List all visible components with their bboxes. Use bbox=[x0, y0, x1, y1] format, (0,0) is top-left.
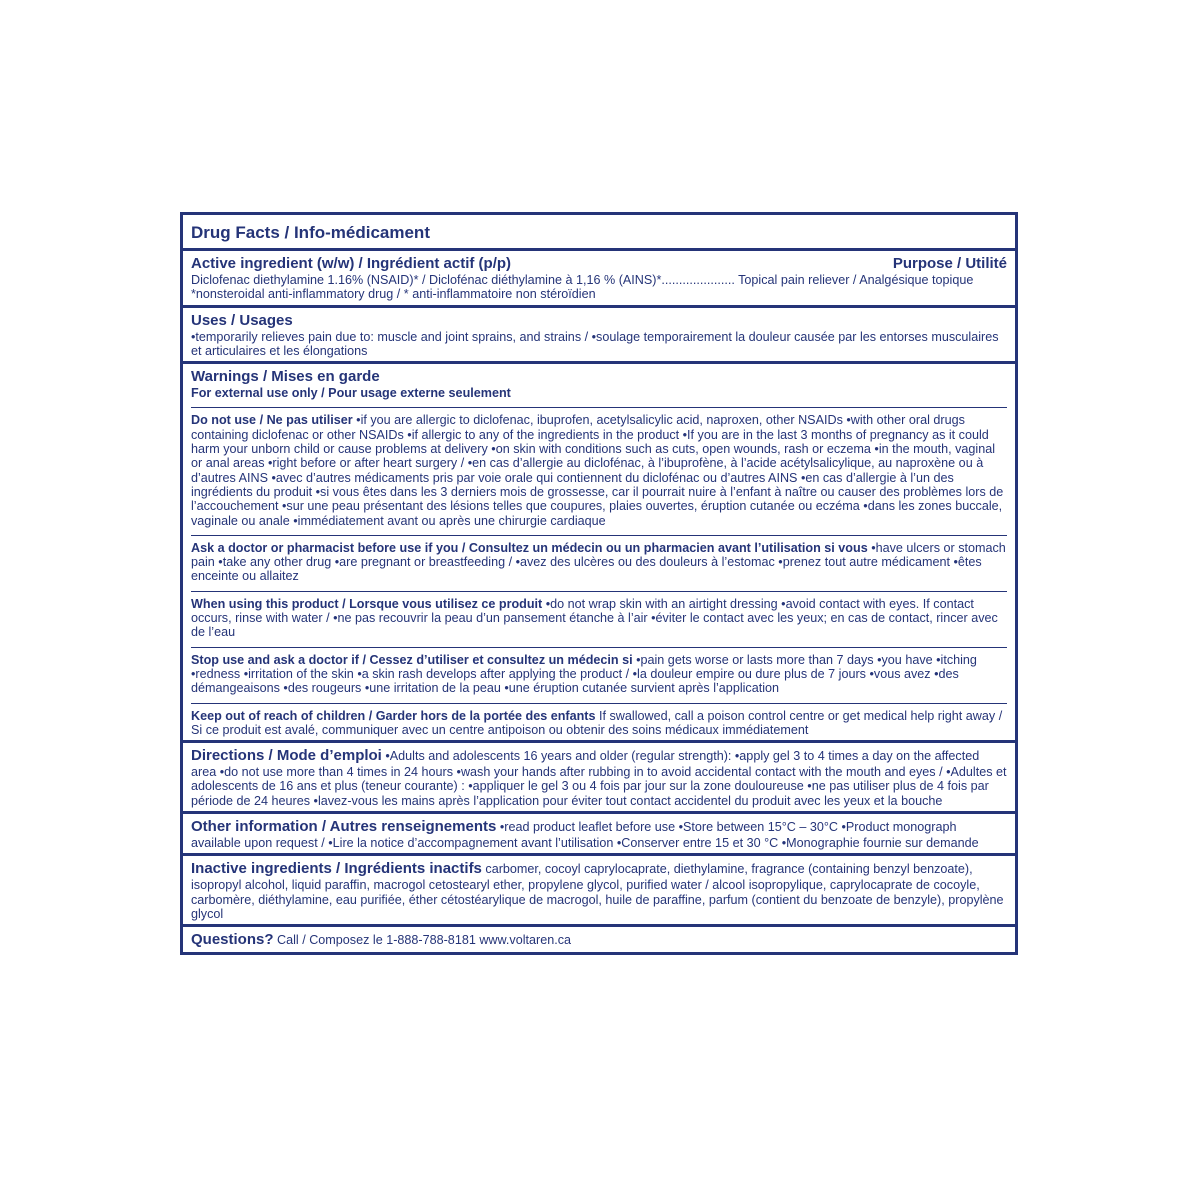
warnings-heading: Warnings / Mises en garde bbox=[191, 368, 380, 386]
divider bbox=[191, 407, 1007, 408]
divider bbox=[191, 703, 1007, 704]
ask-doctor-label: Ask a doctor or pharmacist before use if you / Consultez un médecin ou un pharmacien avant l’utilisation si vous bbox=[191, 540, 868, 555]
stop-use-label: Stop use and ask a doctor if / Cessez d’utiliser et consultez un médecin si bbox=[191, 652, 633, 667]
panel-title: Drug Facts / Info-médicament bbox=[191, 223, 430, 242]
title-section bbox=[183, 215, 1015, 251]
when-using-text: •do not wrap skin with an airtight dressing •avoid contact with eyes. If contact occurs, rinse with water / •ne pas recouvrir la peau d’un pansement étanche à l’air •éviter le contact avec les yeux; en cas de contact, rincer avec de l’eau bbox=[191, 596, 998, 640]
active-footnote: *nonsteroidal anti-inflammatory drug / * anti-inflammatoire non stéroïdien bbox=[191, 287, 596, 302]
do-not-use-block bbox=[191, 413, 1007, 527]
divider bbox=[191, 591, 1007, 592]
keep-out-block bbox=[191, 709, 1007, 738]
questions-section bbox=[183, 927, 1015, 952]
questions-text: Call / Composez le 1-888-788-8181 www.voltaren.ca bbox=[273, 933, 572, 948]
other-information-section bbox=[183, 814, 1015, 856]
other-information-heading: Other information / Autres renseignements bbox=[191, 818, 497, 836]
directions-text: •Adults and adolescents 16 years and older (regular strength): •apply gel 3 to 4 times a day on the affected area •do not use more than 4 times in 24 hours •wash your hands after rubbing in to avoid accidental contact with the mouth and eyes / •Adultes et adolescents de 16 ans et plus (teneur courante) : •appliquer le gel 3 ou 4 fois par jour sur la zone douloureuse •ne pas utiliser plus de 4 fois par période de 24 heures •lavez-vous les mains après l’application pour éviter tout contact accidentel du produit avec les yeux et la bouche bbox=[191, 749, 1007, 808]
do-not-use-text: •if you are allergic to diclofenac, ibuprofen, acetylsalicylic acid, naproxen, other NSAIDs •with other oral drugs containing diclofenac or other NSAIDs •if allergic to any of the ingredients in the product •If you are in the last 3 months of pregnancy as it could harm your unborn child or cause problems at delivery •on skin with conditions such as cuts, open wounds, rash or eczema •in the mouth, vaginal or anal areas •right before or after heart surgery / •en cas d’allergie au diclofénac, à l’ibuprofène, à l’acide acétylsalicylique, au naproxène ou à d’autres AINS •avec d’autres médicaments pris par voie orale qui contiennent du diclofénac ou d’autres AINS •en cas d’allergie à l’un des ingrédients du produit •si vous êtes dans les 3 derniers mois de grossesse, car il pourrait nuire à l’enfant à naître ou causer des problèmes lors de l’accouchement •sur une peau présentant des lésions telles que coupures, plaies ouvertes, éruption cutanée ou eczéma •dans les zones buccale, vaginale ou anale •immédiatement avant ou après une chirurgie cardiaque bbox=[191, 413, 1004, 528]
do-not-use-label: Do not use / Ne pas utiliser bbox=[191, 413, 353, 428]
when-using-label: When using this product / Lorsque vous utilisez ce produit bbox=[191, 596, 543, 611]
external-use-note: For external use only / Pour usage externe seulement bbox=[191, 386, 511, 401]
inactive-ingredients-section bbox=[183, 856, 1015, 927]
uses-text: •temporarily relieves pain due to: muscle and joint sprains, and strains / •soulage temporairement la douleur causée par les entorses musculaires et articulaires et les élongations bbox=[191, 329, 999, 358]
purpose-heading: Purpose / Utilité bbox=[892, 255, 1007, 272]
active-heading-row bbox=[191, 255, 1007, 273]
directions-heading: Directions / Mode d’emploi bbox=[191, 747, 382, 765]
keep-out-label: Keep out of reach of children / Garder hors de la portée des enfants bbox=[191, 708, 596, 723]
active-ingredient-heading: Active ingredient (w/w) / Ingrédient actif (p/p) bbox=[191, 255, 512, 272]
divider bbox=[191, 535, 1007, 536]
keep-out-text: If swallowed, call a poison control centre or get medical help right away / Si ce produit est avalé, communiquer avec un centre antipoison ou obtenir des soins médicaux immédiatement bbox=[191, 708, 1003, 737]
directions-section bbox=[183, 743, 1015, 814]
warnings-section bbox=[183, 364, 1015, 743]
active-ingredient-line: Diclofenac diethylamine 1.16% (NSAID)* / Diclofénac diéthylamine à 1,16 % (AINS)*..................... Topical pain reliever / Analgésique topique bbox=[191, 273, 974, 287]
stop-use-block bbox=[191, 653, 1007, 696]
uses-section bbox=[183, 308, 1015, 365]
stop-use-text: •pain gets worse or lasts more than 7 days •you have •itching •redness •irritation of the skin •a skin rash develops after applying the product / •la douleur empire ou dure plus de 7 jours •vous avez •des démangeaisons •des rougeurs •une irritation de la peau •une éruption cutanée survient après l’application bbox=[191, 652, 977, 696]
when-using-block bbox=[191, 597, 1007, 640]
questions-heading: Questions? bbox=[191, 931, 274, 949]
ask-doctor-text: •have ulcers or stomach pain •take any other drug •are pregnant or breastfeeding / •avez des ulcères ou des douleurs à l’estomac •prenez tout autre médicament •êtes enceinte ou allaitez bbox=[191, 540, 1006, 584]
other-information-text: •read product leaflet before use •Store between 15°C – 30°C •Product monograph available upon request / •Lire la notice d’accompagnement avant l’utilisation •Conserver entre 15 et 30 °C •Monographie fournie sur demande bbox=[191, 820, 979, 851]
ask-doctor-block bbox=[191, 541, 1007, 584]
active-ingredient-section bbox=[183, 251, 1015, 308]
drug-facts-panel bbox=[180, 212, 1018, 955]
inactive-ingredients-text: carbomer, cocoyl caprylocaprate, diethylamine, fragrance (containing benzyl benzoate), isopropyl alcohol, liquid paraffin, macrogol cetostearyl ether, propylene glycol, purified water / alcool isopropylique, caprylocaprate de cocoyle, carbomère, diéthylamine, eau purifiée, éther cétostéarylique de macrogol, huile de paraffine, parfum (contient du benzoate de benzyle), propylène glycol bbox=[191, 862, 1004, 921]
inactive-ingredients-heading: Inactive ingredients / Ingrédients inactifs bbox=[191, 860, 482, 878]
divider bbox=[191, 647, 1007, 648]
uses-heading: Uses / Usages bbox=[191, 311, 293, 329]
